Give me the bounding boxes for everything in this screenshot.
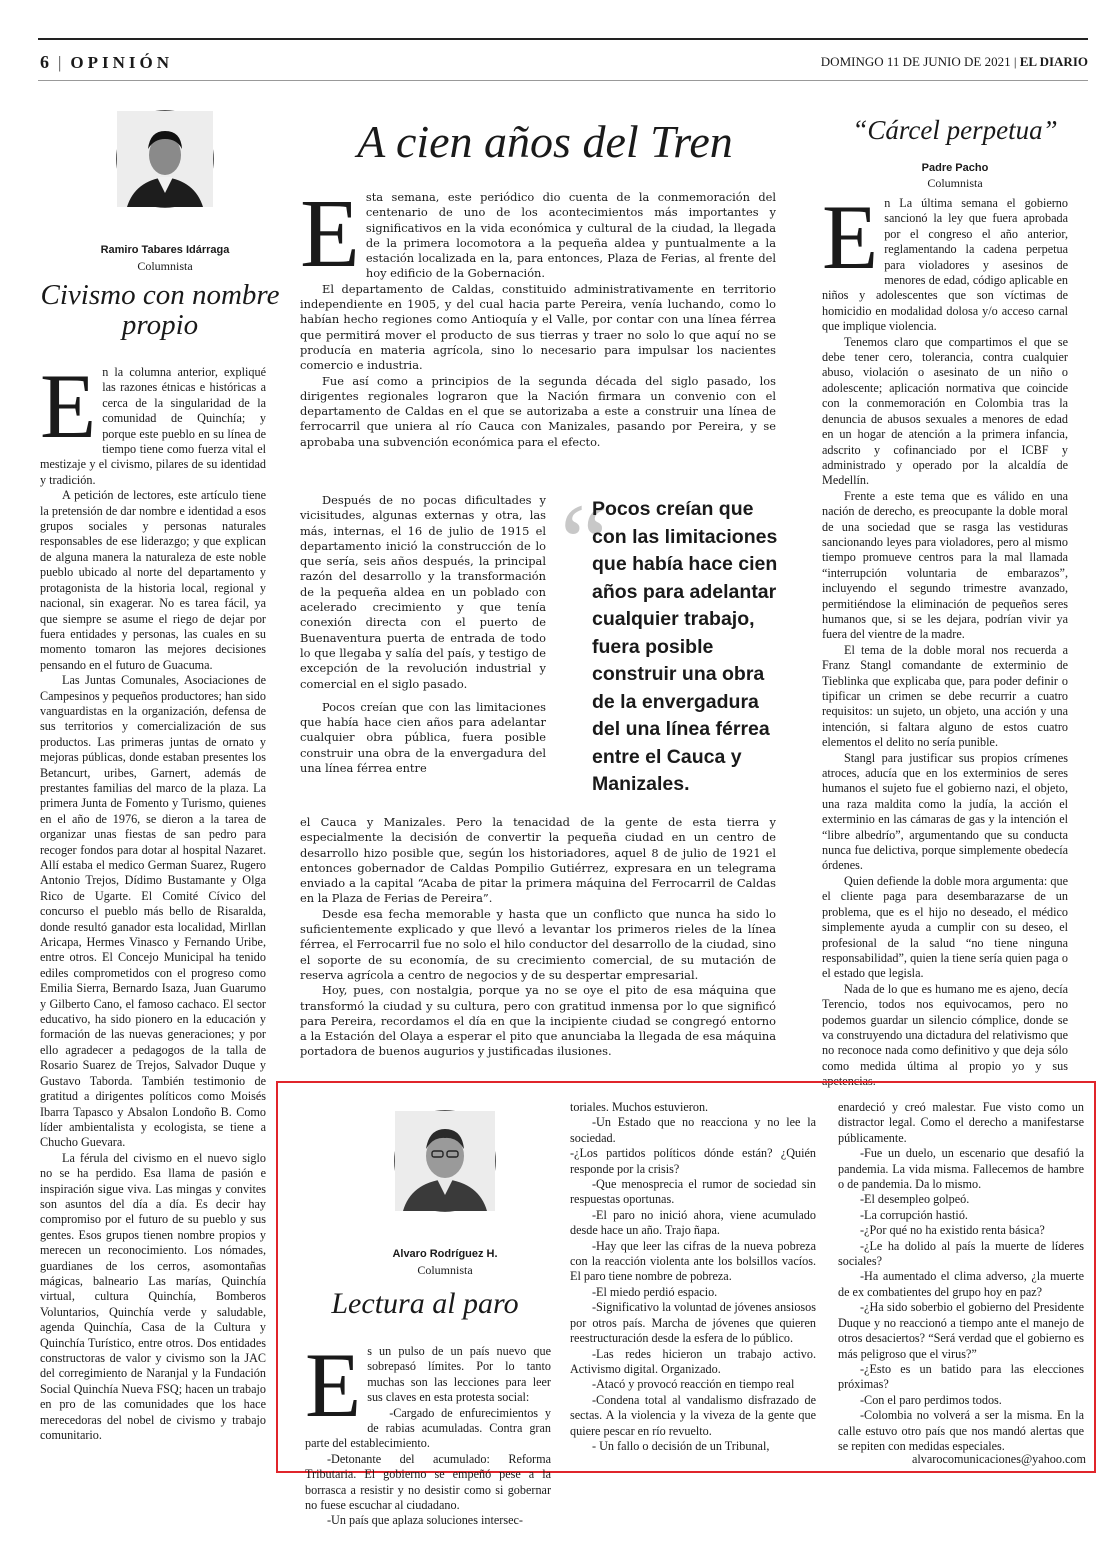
author-name: Alvaro Rodríguez H. bbox=[392, 1248, 498, 1260]
paragraph: enardeció y creó malestar. Fue visto como un distractor legal. Como el derecho a manifestarse públicamente. bbox=[838, 1100, 1084, 1145]
header-separator: | bbox=[58, 53, 63, 72]
paragraph: -¿Por qué no ha existido renta básica? bbox=[860, 1223, 1045, 1238]
portrait-illustration bbox=[117, 111, 213, 207]
paragraph: -¿Le ha dolido al país la muerte de líderes sociales? bbox=[838, 1238, 1084, 1269]
left-article-body bbox=[40, 355, 266, 1510]
page-header-left bbox=[40, 52, 173, 73]
paragraph: -Colombia no volverá a ser la misma. En la calle estuvo otro país que nos mandó alertas que se repiten con medidas especiales. bbox=[838, 1408, 1084, 1453]
drop-cap: E bbox=[300, 180, 360, 288]
author-role: Columnista bbox=[137, 259, 193, 273]
paragraph: n La última semana el gobierno sancionó la ley que fuera aprobada por el congreso el año anterior, reglamentando la cadena perpetua para violadores y asesinos de menores de edad, código aplicable en niños y adolescentes que son víctimas de homicidio en modalidad dolosa y/o acceso carnal que implique violencia. bbox=[822, 196, 1068, 334]
paragraph: Tenemos claro que compartimos el que se debe tener cero, tolerancia, contra cualquier abuso, violación o asesinato de un niño o adolescente; aplicación normativa que coincide con la conmemoración en Colombia tras la denuncia de abusos sexuales a menores de edad en un hogar de atención a la primera infancia, adscrito y cofinanciado por el ICBF y administrado y operado por la alcaldía de Medellín. bbox=[822, 334, 1068, 488]
paragraph: -Hay que leer las cifras de la nueva pobreza con la reacción violenta ante los bolsillos vacíos. El paro tiene nombre de pobreza. bbox=[570, 1238, 816, 1284]
paragraph: -Detonante del acumulado: Reforma Tributaria. El gobierno se empeñó pese a la borrasca a resistir y no desistir como si gobernar no fuese escuchar al ciudadano. bbox=[305, 1451, 551, 1513]
bottom-article-col3 bbox=[838, 1100, 1084, 1456]
article-title: A cien años del Tren bbox=[357, 116, 733, 167]
article-title: “Cárcel perpetua” bbox=[852, 115, 1058, 145]
paragraph: -El miedo perdió espacio. bbox=[592, 1284, 718, 1299]
paragraph: -Atacó y provocó reacción en tiempo real bbox=[592, 1377, 795, 1392]
issue-date: DOMINGO 11 DE JUNIO DE 2021 bbox=[820, 54, 1011, 69]
paragraph: La férula del civismo en el nuevo siglo no se ha perdido. Esa llama de pasión e inspiración sigue viva. Las mingas y convites son asuntos del día a día. Es decir hay compromiso por el futuro de su pueblo y sus gentes. Esos grupos tienen nombre propios y merecen un reconocimiento. Los nómades, guardianes de los cerros, asomontañas mágicas, balneario Las marías, Quinchía virtual, cultura Quinchía, Bomberos Voluntarios, Quinchía verde y saludable, agenda Quinchía, Casa de la Cultura y Quinchía Turístico, entre otros. Dos entidades constructoras de valor y civismo son la JAC del corregimiento de Naranjal y la Fundación Social Quinchía Nueva FSQ; hacen un trabajo en pro de las comunidades que los hace merecedoras del nobel de civismo y trabajo comunitario. bbox=[40, 1150, 266, 1443]
center-article-body-lower bbox=[300, 815, 776, 1060]
page-header-right: DOMINGO 11 DE JUNIO DE 2021 | EL DIARIO bbox=[820, 54, 1088, 69]
paragraph: toriales. Muchos estuvieron. bbox=[570, 1100, 709, 1114]
paragraph: Quien defiende la doble mora argumenta: que el cliente paga para desembarazarse de un problema, que es el hijo no deseado, el médico simplemente ayuda a cumplir con su deseo, el profesional de la salud “no tiene ninguna responsabilidad”, quien la tiene sería quien paga o el estado que legisla. bbox=[822, 873, 1068, 981]
paragraph: -Que menosprecia el rumor de sociedad sin respuestas oportunas. bbox=[570, 1177, 816, 1207]
newspaper-name: EL DIARIO bbox=[1019, 54, 1088, 69]
paragraph: A petición de lectores, este artículo tiene la pretensión de dar nombre e identidad a esos grupos sociales y personas naturales responsables de ese liderazgo; y que explican de alguna manera la naturaleza de este noble pueblo ubicado al norte del departamento y protagonista de la historia local, regional y nacional, sin exagerar. No es tarea fácil, ya que siempre se asume el riego de dejar por fuera entidades y personas, las cuales en su momento tomaron las mejores decisiones pensando en el futuro de Guacuma. bbox=[40, 488, 266, 672]
paragraph: -Fue un duelo, un escenario que desafió la pandemia. La vida misma. Fallecemos de hambre o de pandemia. Da lo mismo. bbox=[838, 1146, 1084, 1192]
bottom-article-col2 bbox=[570, 1100, 816, 1470]
paragraph: Pocos creían que con las limitaciones que había hace cien años para adelantar cualquier obra pública, fuera posible construir una obra de la envergadura del una línea férrea entre bbox=[300, 699, 546, 776]
paragraph: -Un país que aplaza soluciones intersec- bbox=[327, 1513, 523, 1528]
paragraph: -Cargado de enfurecimientos y de rabias acumuladas. Contra gran parte del establecimiento. bbox=[305, 1405, 551, 1451]
portrait-illustration bbox=[395, 1111, 495, 1211]
article-title: Lectura al paro bbox=[331, 1287, 519, 1320]
header-rule bbox=[38, 80, 1088, 81]
top-rule bbox=[38, 38, 1088, 40]
drop-cap: E bbox=[40, 355, 97, 457]
paragraph: Desde esa fecha memorable y hasta que un conflicto que nunca ha sido lo suficientemente explicado y que llevó a levantar los primeros rieles de la línea férrea, el Ferrocarril fue no solo el hilo conductor del desarrollo de la ciudad, sino el soporte de su economía, de su crecimiento comercial, de su mutación de reserva agrícola a centro de negocios y de su despertar empresarial. bbox=[300, 906, 776, 982]
bottom-article-col1 bbox=[305, 1334, 551, 1529]
paragraph: -¿Los partidos políticos dónde están? ¿Quién responde por la crisis? bbox=[570, 1146, 816, 1176]
author-name: Ramiro Tabares Idárraga bbox=[100, 244, 230, 256]
paragraph: -La corrupción hastió. bbox=[860, 1207, 968, 1222]
paragraph: -Con el paro perdimos todos. bbox=[860, 1392, 1002, 1407]
author-photo-rodriguez bbox=[394, 1110, 496, 1212]
paragraph: -Ha aumentado el clima adverso, ¿la muerte de ex combatientes del grupo hoy en paz? bbox=[838, 1269, 1084, 1299]
paragraph: Stangl para justificar sus propios crímenes atroces, aducía que en los exterminios de seres humanos el sujeto fue el gobierno nazi, el objeto, una raza maldita como la judía, la acción el exterminio en las cámaras de gas y la intención el “libre albedrío”, argumentando que su conducta nunca fue delictiva, porque simplemente obedecía órdenes. bbox=[822, 750, 1068, 873]
drop-cap: E bbox=[822, 186, 879, 288]
quote-mark-icon: “ bbox=[560, 481, 609, 603]
paragraph: -Las redes hicieron un trabajo activo. Activismo digital. Organizado. bbox=[570, 1346, 816, 1376]
center-article-narrow-column bbox=[300, 493, 546, 776]
right-article-body bbox=[822, 186, 1068, 1089]
author-role: Columnista bbox=[927, 176, 983, 190]
paragraph: Después de no pocas dificultades y vicisitudes, algunas externas y otra, las más, internas, el 16 de julio de 1915 el departamento inició la construcción de lo que sería, seis años después, la principal razón del desarrollo y la transformación de la pequeña aldea en un poblado con acelerado crecimiento y que tenía conexión directa con el puerto de Buenaventura puerta de entrada de todo lo que llegaba y salía del país, y testigo de excepción de la revolución industrial y comercial en el siglo pasado. bbox=[300, 493, 546, 691]
drop-cap: E bbox=[305, 1334, 362, 1436]
paragraph: Fue así como a principios de la segunda década del siglo pasado, los dirigentes regionales lograron que la Nación firmara un convenio con el departamento de Caldas en el que se autorizaba a este a construir una línea de ferrocarril que uniera al río Cauca con Manizales, pasando por Pereira, y se aprobaba una subvención económica para el efecto. bbox=[300, 373, 776, 449]
author-role: Columnista bbox=[417, 1263, 473, 1277]
author-photo-tabares bbox=[116, 110, 214, 208]
paragraph: s un pulso de un país nuevo que sobrepasó límites. Por lo tanto muchas son las lecciones para leer sus claves en esta protesta social: bbox=[367, 1344, 551, 1405]
page-number: 6 bbox=[40, 52, 50, 72]
paragraph: -Condena total al vandalismo disfrazado de sectas. A la violencia y la viveza de la gente que quiere pescar en río revuelto. bbox=[570, 1392, 816, 1438]
section-name: OPINIÓN bbox=[70, 53, 174, 72]
paragraph: -¿Esto es un batido para las elecciones próximas? bbox=[838, 1361, 1084, 1392]
paragraph: Nada de lo que es humano me es ajeno, decía Terencio, todos nos equivocamos, pero no podemos guardar un silencio cómplice, donde se va construyendo una dictadura del relativismo que no reconoce nada como definitivo y que deja sólo como medida última al propio yo y sus apetencias. bbox=[822, 981, 1068, 1089]
paragraph: -El paro no inició ahora, viene acumulado desde hace un año. Trajo ñapa. bbox=[570, 1207, 816, 1238]
paragraph: -Significativo la voluntad de jóvenes ansiosos por otros país. Marcha de jóvenes que quieren reestructuración desde la esfera de lo público. bbox=[570, 1300, 816, 1346]
paragraph: -¿Ha sido soberbio el gobierno del Presidente Duque y no reaccionó a tiempo ante el manejo de otros desaciertos? “Será verdad que el gobierno es más peligroso que el virus?” bbox=[838, 1300, 1084, 1361]
article-title: Civismo con nombre propio bbox=[40, 279, 280, 342]
paragraph: sta semana, este periódico dio cuenta de la conmemoración del centenario de uno de los acontecimientos más importantes y significativos en la vida económica y cultural de la ciudad, la llegada de la primera locomotora a la pequeña aldea y puntualmente a la estación localizada en la, para entonces, Plaza de Ferias, al frente del hoy edificio de la Gobernación. bbox=[365, 190, 776, 281]
paragraph: -Un Estado que no reacciona y no lee la sociedad. bbox=[570, 1115, 816, 1145]
paragraph: El departamento de Caldas, constituido administrativamente en territorio independiente en 1905, y del cual hacia parte Pereira, venía luchando, como lo habían hecho regiones como Antioquía y el Valle, por contar con una línea férrea que permitirá mover el producto de sus tierras y traer no solo lo que aquí no se producía en materia agrícola, sino lo necesario para impulsar los nacientes comercio e industria. bbox=[300, 281, 776, 373]
pull-quote: Pocos creían que con las limitaciones que había hace cien años para adelantar cualquier trabajo, fuera posible construir una obra de la envergadura del una línea férrea entre el Cauca y Manizales. bbox=[592, 498, 778, 795]
paragraph: -El desempleo golpeó. bbox=[860, 1192, 970, 1207]
author-name: Padre Pacho bbox=[921, 162, 989, 174]
paragraph: Frente a este tema que es válido en una nación de derecho, es preocupante la doble moral de una sociedad que se rasga las vestiduras sancionando leyes para violadores, pero al mismo tiempo promueve centros para la mal llamada “interrupción voluntaria de embarazos”, incluyendo el segundo trimestre avanzado, permitiéndose la eliminación de pequeños seres humanos que, si se les dejara, podrían vivir ya fuera del vientre de la madre. bbox=[822, 488, 1068, 642]
author-email: alvarocomunicaciones@yahoo.com bbox=[912, 1452, 1086, 1466]
paragraph: Hoy, pues, con nostalgia, porque ya no se oye el pito de esa máquina que transformó la ciudad y su cultura, pero con gratitud inmensa por lo que significó para Pereira, recordamos el día en que la incipiente ciudad se congregó entorno a la Estación del Olaya a esperar el pito que anunciaba la llegada de esa máquina portadora de buenos augurios y justificadas ilusiones. bbox=[300, 983, 776, 1059]
paragraph: El tema de la doble moral nos recuerda a Franz Stangl comandante de exterminio de Tieblinka que explicaba que, para poder definir o tipificar un crimen se debe recurrir a cuatro requisitos: un sujeto, un objeto, una acción y una intención, si faltara alguno de estos cuatro elementos el delito no sería punible. bbox=[822, 642, 1068, 750]
paragraph: - Un fallo o decisión de un Tribunal, bbox=[592, 1438, 770, 1453]
center-article-intro bbox=[300, 180, 776, 450]
paragraph: n la columna anterior, expliqué las razones étnicas e históricas a cerca de la singularidad de la comunidad de Quinchía; y porque este pueblo en su línea de tiempo tiene como fuerza vital el mestizaje y el civismo, pilares de su identidad y tradición. bbox=[40, 365, 266, 487]
paragraph: Las Juntas Comunales, Asociaciones de Campesinos y pequeños productores; han sido vanguardistas en la organización, defensa de sus territorios y comercialización de sus productos. Las primeras juntas de ornato y mejoras públicas, donde estaban presentes los Betancurt, uribes, Garnert, además de prestantes familias del marco de la plaza. La primera Junta de Fomento y Turismo, quienes en el año de 1976, se dieron a la tarea de organizar unas fiestas de san pedro para recoger fondos para dotar al hospital Nazaret. Allí estaba el medico German Suarez, Rugero Antonio Trejos, Dídimo Bustamante y Olga Rico de Ugarte. El Comité Cívico del concurso el pueblo más bello de Risaralda, donde resultó ganador esta localidad, Mirllan Aricapa, Hermes Vinasco y Fernando Uribe, entre otros. El Concejo Municipal ha tenido ediles comprometidos con el progreso como Emilia Sierra, Bernardo Isaza, Juan Guarumo y Gilberto Cano, el famoso cachaco. El sector educativo, ha sido pionero en la educación y formación de las nuevas generaciones; y por ello agradecer a pedagogos de la talla de Rosario Suarez de Trejos, Salvador Duque y Gustavo Taborda. También testimonio de gratitud a dirigentes políticos como Moisés Ibarra Tapasco y Absalon Londoño B. Como líder ambientalista y ecologista, se tiene a Chucho Guevara. bbox=[40, 673, 266, 1150]
paragraph: el Cauca y Manizales. Pero la tenacidad de la gente de esta tierra y especialmente la decisión de convertir la pequeña ciudad en un centro de desarrollo hizo posible que, según los historiadores, aquel 8 de julio de 1921 el entonces gobernador de Caldas Pompilio Gutiérrez, expresara en un telegrama enviado a la capital “Acaba de pitar la primera máquina del Ferrocarril de Caldas en la Plaza de Ferias de Pereira”. bbox=[300, 815, 776, 906]
